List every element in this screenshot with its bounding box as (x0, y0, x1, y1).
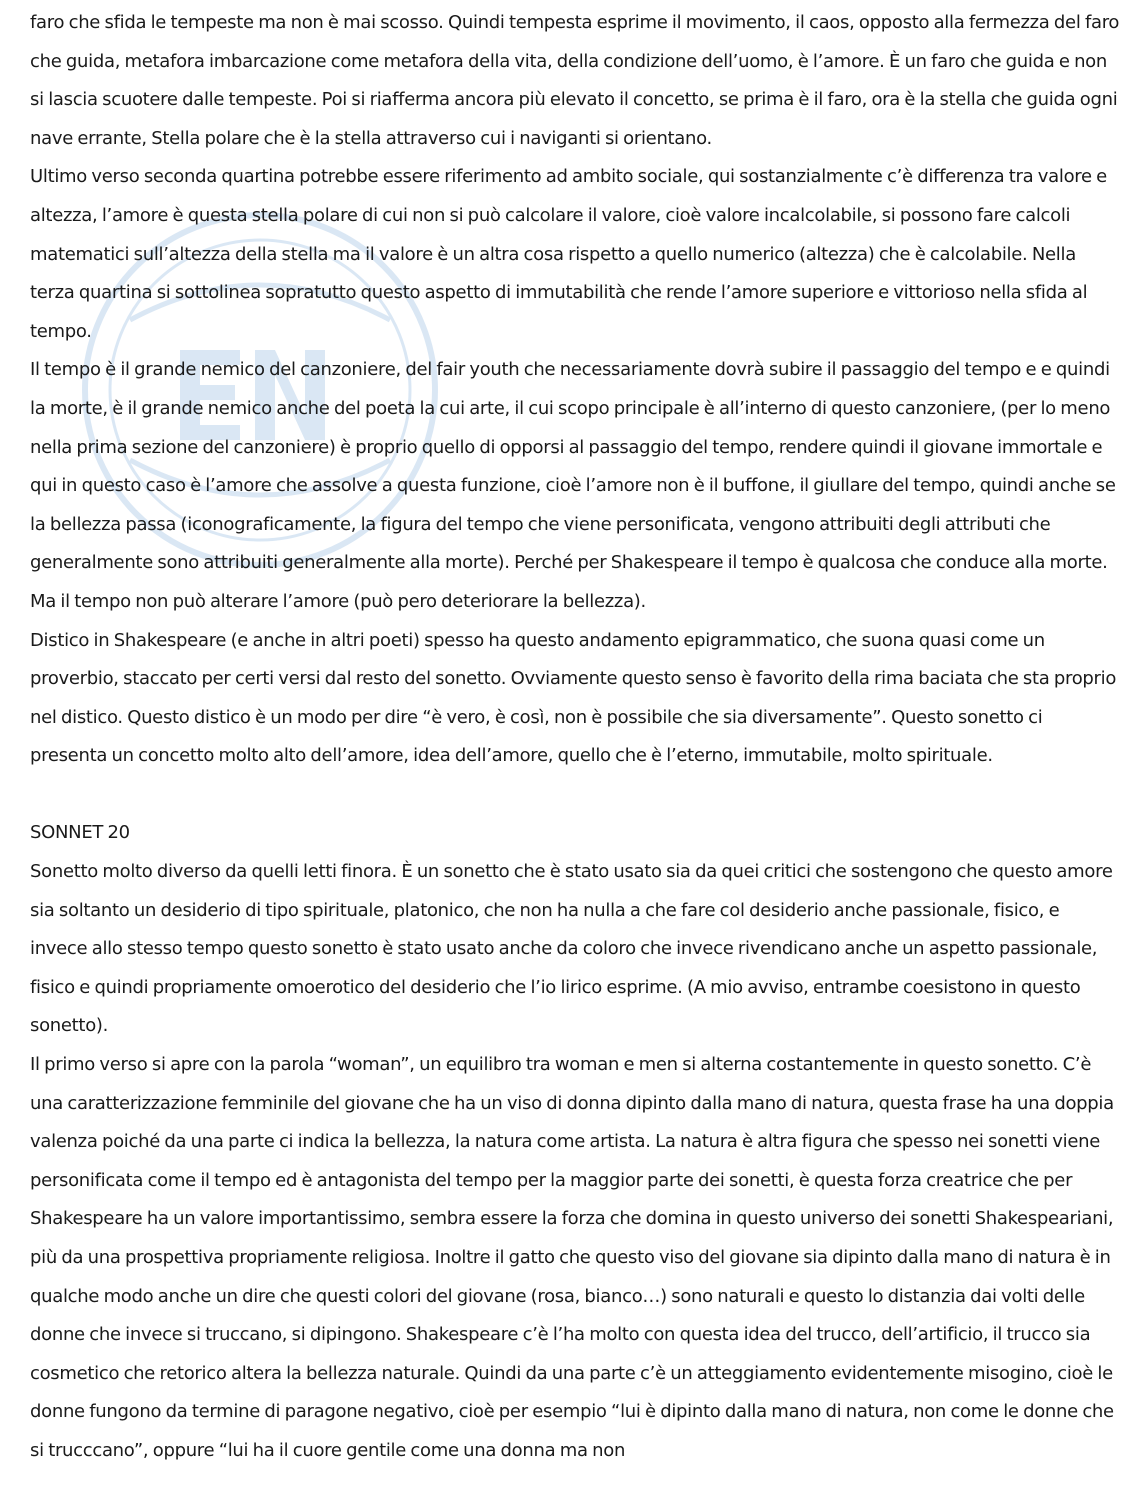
paragraph-woman: Il primo verso si apre con la parola “woman”, un equilibro tra woman e men si alterna costantemente in questo sonetto. C’è una caratterizzazione femminile del giovane che ha un viso di donna dipinto dalla mano di natura, questa frase ha una doppia valenza poiché da una parte ci indica la bellezza, la natura come artista. La natura è altra figura che spesso nei sonetti viene personificata come il tempo ed è antagonista del tempo per la maggior parte dei sonetti, è questa forza creatrice che per Shakespeare ha un valore importantissimo, sembra essere la forza che domina in questo universo dei sonetti Shakespeariani, più da una prospettiva propriamente religiosa. Inoltre il gatto che questo viso del giovane sia dipinto dalla mano di natura è in qualche modo anche un dire che questi colori del giovane (rosa, bianco…) sono naturali e questo lo distanzia dai volti delle donne che invece si truccano, si dipingono. Shakespeare c’è l’ha molto con questa idea del trucco, dell’artificio, il trucco sia cosmetico che retorico altera la bellezza naturale. Quindi da una parte c’è un atteggiamento evidentemente misogino, cioè le donne fungono da termine di paragone negativo, cioè per esempio “lui è dipinto dalla mano di natura, non come le donne che si trucccano”, oppure “lui ha il cuore gentile come una donna ma non (30, 1054, 1114, 1461)
section-title: SONNET 20 (30, 822, 130, 844)
paragraph-distico: Distico in Shakespeare (e anche in altri poeti) spesso ha questo andamento epigrammatico, che suona quasi come un proverbio, staccato per certi versi dal resto del sonetto. Ovviamente questo senso è favorito della rima baciata che sta proprio nel distico. Questo distico è un modo per dire “è vero, è così, non è possibile che sia diversamente”. Questo sonetto ci presenta un concetto molto alto dell’amore, idea dell’amore, quello che è l’eterno, immutabile, molto spirituale. (30, 629, 1117, 767)
document-body (30, 4, 1120, 1471)
paragraph-sonetto-diverso: Sonetto molto diverso da quelli letti finora. È un sonetto che è stato usato sia da quei critici che sostengono che questo amore sia soltanto un desiderio di tipo spirituale, platonico, che non ha nulla a che fare col desiderio anche passionale, fisico, e invece allo stesso tempo questo sonetto è stato usato anche da coloro che invece rivendicano anche un aspetto passionale, fisico e quindi propriamente omoerotico del desiderio che l’io lirico esprime. (A mio avviso, entrambe coesistono in questo sonetto). (30, 861, 1113, 1037)
spacer (30, 776, 1120, 815)
paragraph-tempesta: faro che sfida le tempeste ma non è mai scosso. Quindi tempesta esprime il movimento, il caos, opposto alla fermezza del faro che guida, metafora imbarcazione come metafora della vita, della condizione dell’uomo, è l’amore. È un faro che guida e non si lascia scuotere dalle tempeste. Poi si riafferma ancora più elevato il concetto, se prima è il faro, ora è la stella che guida ogni nave errante, Stella polare che è la stella attraverso cui i naviganti si orientano. (30, 12, 1120, 149)
paragraph-stella-polare: Ultimo verso seconda quartina potrebbe essere riferimento ad ambito sociale, qui sostanzialmente c’è differenza tra valore e altezza, l’amore è questa stella polare di cui non si può calcolare il valore, cioè valore incalcolabile, si possono fare calcoli matematici sull’altezza della stella ma il valore è un altra cosa rispetto a quello numerico (altezza) che è calcolabile. Nella terza quartina si sottolinea sopratutto questo aspetto di immutabilità che rende l’amore superiore e vittorioso nella sfida al tempo. (30, 166, 1107, 342)
paragraph-tempo: Il tempo è il grande nemico del canzoniere, del fair youth che necessariamente dovrà subire il passaggio del tempo e e quindi la morte, è il grande nemico anche del poeta la cui arte, il cui scopo principale è all’interno di questo canzoniere, (per lo meno nella prima sezione del canzoniere) è proprio quello di opporsi al passaggio del tempo, rendere quindi il giovane immortale e qui in questo caso è l’amore che assolve a questa funzione, cioè l’amore non è il buffone, il giullare del tempo, quindi anche se la bellezza passa (iconograficamente, la figura del tempo che viene personificata, vengono attribuiti degli attributi che generalmente sono attribuiti generalmente alla morte). Perché per Shakespeare il tempo è qualcosa che conduce alla morte. Ma il tempo non può alterare l’amore (può pero deteriorare la bellezza). (30, 359, 1116, 612)
